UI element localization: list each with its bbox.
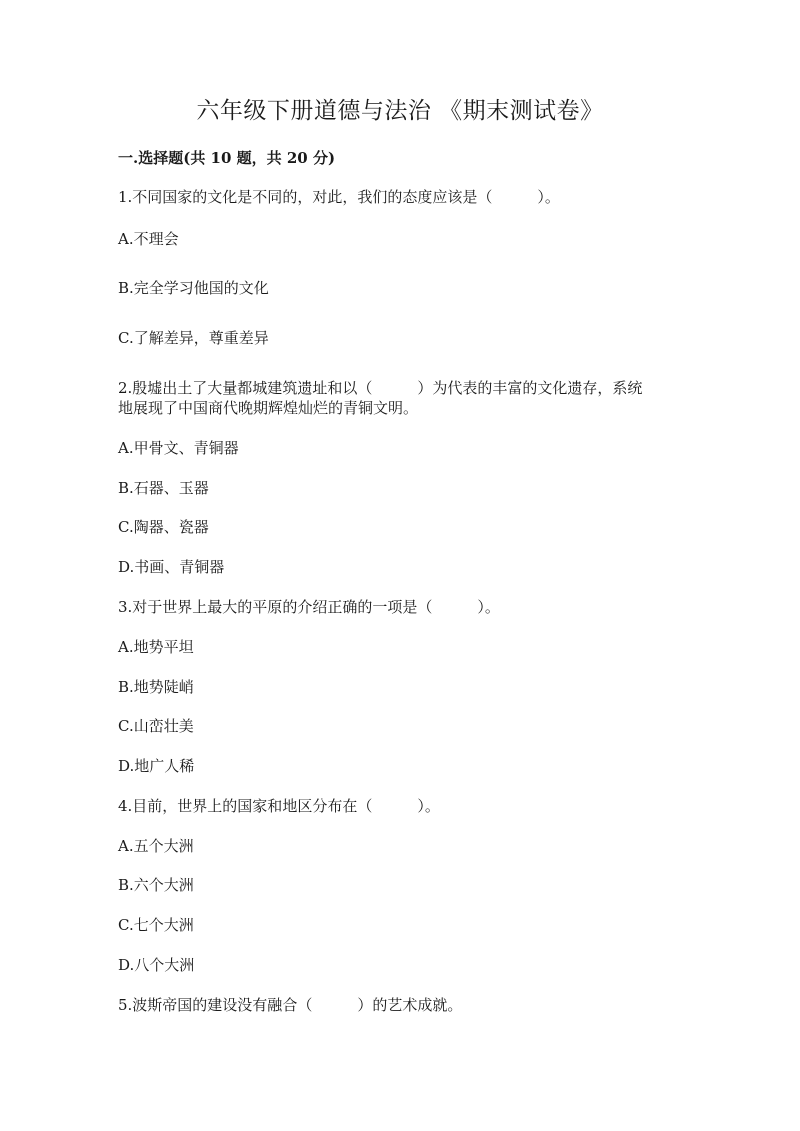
question-2-option-b: B.石器、玉器 <box>118 479 209 497</box>
question-1-option-b: B.完全学习他国的文化 <box>118 279 269 297</box>
question-2-stem-line-2: 地展现了中国商代晚期辉煌灿烂的青铜文明。 <box>118 399 419 417</box>
question-1-option-a: A.不理会 <box>118 230 179 248</box>
question-4-option-b: B.六个大洲 <box>118 876 194 894</box>
question-4-option-a: A.五个大洲 <box>118 837 194 855</box>
section-heading: 一.选择题(共 10 题，共 20 分) <box>118 149 336 167</box>
question-3-option-b: B.地势陡峭 <box>118 678 194 696</box>
question-4-option-c: C.七个大洲 <box>118 916 194 934</box>
question-3-option-d: D.地广人稀 <box>118 757 195 775</box>
question-3-option-a: A.地势平坦 <box>118 638 194 656</box>
question-1-stem: 1.不同国家的文化是不同的，对此，我们的态度应该是（ ）。 <box>118 188 560 206</box>
question-2-option-a: A.甲骨文、青铜器 <box>118 439 239 457</box>
question-2-option-d: D.书画、青铜器 <box>118 558 225 576</box>
question-4-option-d: D.八个大洲 <box>118 956 195 974</box>
question-4-stem: 4.目前，世界上的国家和地区分布在（ ）。 <box>118 797 440 815</box>
question-5-stem: 5.波斯帝国的建设没有融合（ ）的艺术成就。 <box>118 996 463 1014</box>
question-1-option-c: C.了解差异，尊重差异 <box>118 329 269 347</box>
page-title: 六年级下册道德与法治 《期末测试卷》 <box>196 98 604 124</box>
question-3-stem: 3.对于世界上最大的平原的介绍正确的一项是（ ）。 <box>118 598 500 616</box>
question-2-stem-line-1: 2.殷墟出土了大量都城建筑遗址和以（ ）为代表的丰富的文化遗存，系统 <box>118 379 643 397</box>
question-3-option-c: C.山峦壮美 <box>118 717 194 735</box>
question-2-option-c: C.陶器、瓷器 <box>118 518 209 536</box>
